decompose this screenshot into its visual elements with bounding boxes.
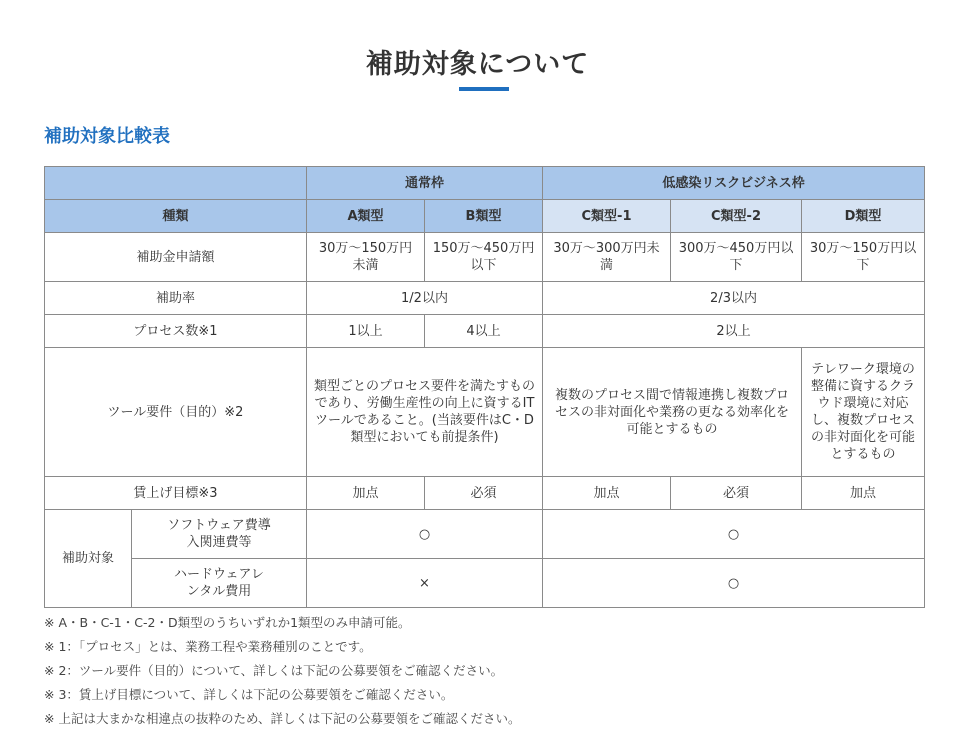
row-label-wage: 賃上げ目標※3 xyxy=(45,477,307,510)
header-type-c1: C類型-1 xyxy=(543,200,671,233)
target-software-label: ソフトウェア費導入関連費等 xyxy=(132,510,307,559)
table-row xyxy=(45,200,925,233)
tool-d: テレワーク環境の整備に資するクラウド環境に対応し、複数プロセスの非対面化を可能とするもの xyxy=(802,348,925,477)
notes xyxy=(44,611,520,731)
amount-c2: 300万～450万円以下 xyxy=(671,233,802,282)
header-normal-frame: 通常枠 xyxy=(307,167,543,200)
header-type-c2: C類型-2 xyxy=(671,200,802,233)
table-row xyxy=(45,233,925,282)
row-label-tool: ツール要件（目的）※2 xyxy=(45,348,307,477)
note-5: ※ 上記は大まかな相違点の抜粋のため、詳しくは下記の公募要領をご確認ください。 xyxy=(44,711,521,726)
table-row xyxy=(45,315,925,348)
tool-normal: 類型ごとのプロセス要件を満たすものであり、労働生産性の向上に資するITツールであること。(当該要件はC・D類型においても前提条件) xyxy=(307,348,543,477)
table-row xyxy=(45,559,925,608)
table-row xyxy=(45,510,925,559)
rate-normal: 1/2以内 xyxy=(307,282,543,315)
header-type-a: A類型 xyxy=(307,200,425,233)
process-a: 1以上 xyxy=(307,315,425,348)
wage-a: 加点 xyxy=(307,477,425,510)
target-software-low: ○ xyxy=(543,510,925,559)
note-4: ※ 3：賃上げ目標について、詳しくは下記の公募要領をご確認ください。 xyxy=(44,687,454,702)
row-label-rate: 補助率 xyxy=(45,282,307,315)
wage-b: 必須 xyxy=(425,477,543,510)
note-1: ※ A・B・C-1・C-2・D類型のうちいずれか1類型のみ申請可能。 xyxy=(44,615,411,630)
target-hardware-normal: × xyxy=(307,559,543,608)
table-row xyxy=(45,477,925,510)
amount-a: 30万～150万円未満 xyxy=(307,233,425,282)
amount-d: 30万～150万円以下 xyxy=(802,233,925,282)
row-label-amount: 補助金申請額 xyxy=(45,233,307,282)
target-software-normal: ○ xyxy=(307,510,543,559)
title-underline xyxy=(459,87,509,91)
header-low-infection-frame: 低感染リスクビジネス枠 xyxy=(543,167,925,200)
header-type-d: D類型 xyxy=(802,200,925,233)
table-row xyxy=(45,167,925,200)
process-b: 4以上 xyxy=(425,315,543,348)
process-cd: 2以上 xyxy=(543,315,925,348)
rate-low-infection: 2/3以内 xyxy=(543,282,925,315)
header-type-b: B類型 xyxy=(425,200,543,233)
wage-c2: 必須 xyxy=(671,477,802,510)
row-label-target: 補助対象 xyxy=(45,510,132,608)
section-title: 補助対象比較表 xyxy=(44,126,170,147)
table-row xyxy=(45,348,925,477)
header-empty-cell xyxy=(45,167,307,200)
note-2: ※ 1：「プロセス」とは、業務工程や業務種別のことです。 xyxy=(44,639,372,654)
header-type-label: 種類 xyxy=(45,200,307,233)
comparison-table xyxy=(44,166,925,608)
amount-b: 150万～450万円以下 xyxy=(425,233,543,282)
table-row xyxy=(45,282,925,315)
tool-c: 複数のプロセス間で情報連携し複数プロセスの非対面化や業務の更なる効率化を可能とするもの xyxy=(543,348,802,477)
row-label-process: プロセス数※1 xyxy=(45,315,307,348)
note-3: ※ 2：ツール要件（目的）について、詳しくは下記の公募要領をご確認ください。 xyxy=(44,663,504,678)
wage-d: 加点 xyxy=(802,477,925,510)
wage-c1: 加点 xyxy=(543,477,671,510)
amount-c1: 30万～300万円未満 xyxy=(543,233,671,282)
target-hardware-label: ハードウェアレンタル費用 xyxy=(132,559,307,608)
page-title: 補助対象について xyxy=(365,49,590,80)
target-hardware-low: ○ xyxy=(543,559,925,608)
